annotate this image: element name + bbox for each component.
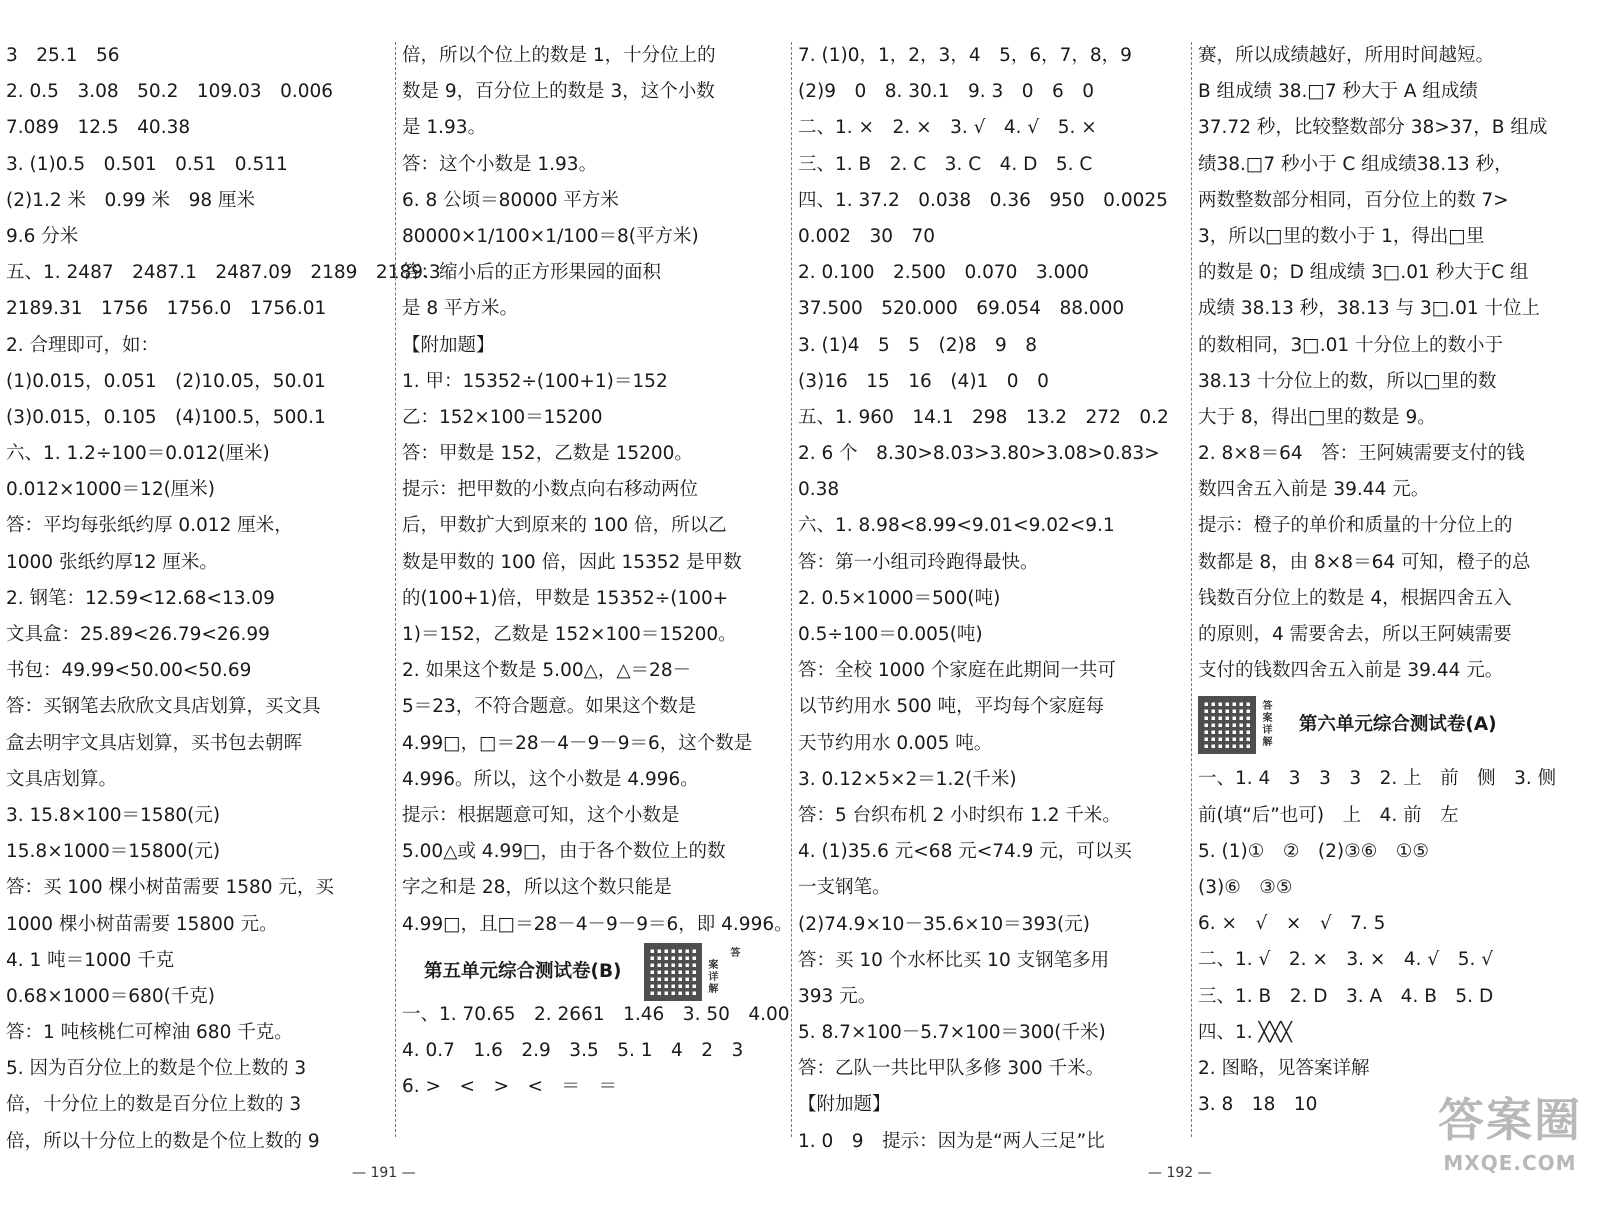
text-line: 5.00△或 4.99□，由于各个数位上的数 <box>402 841 726 863</box>
text-line: 6. 8 公顷＝80000 平方米 <box>402 189 619 211</box>
text-line: 四、1. ╳╳╳ <box>1198 1021 1292 1043</box>
text-line: (2)74.9×10－35.6×10＝393(元) <box>798 913 1090 935</box>
text-line: 4. 0.7 1.6 2.9 3.5 5. 1 4 2 3 <box>402 1039 744 1061</box>
text-line: 数是甲数的 100 倍，因此 15352 是甲数 <box>402 551 742 573</box>
text-line: 2189.31 1756 1756.0 1756.01 <box>6 298 327 320</box>
text-line: 3 25.1 56 <box>6 45 120 66</box>
text-line: 37.72 秒，比较整数部分 38>37，B 组成 <box>1198 117 1548 139</box>
text-line: 答：买钢笔去欣欣文具店划算，买文具 <box>6 696 321 718</box>
text-line: 的数相同，3□.01 十分位上的数小于 <box>1198 334 1504 356</box>
watermark-logo <box>1425 1090 1595 1202</box>
text-line: 80000×1/100×1/100＝8(平方米) <box>402 225 699 247</box>
text-line: 4. (1)35.6 元<68 元<74.9 元，可以买 <box>798 841 1132 863</box>
text-line: 4.996。所以，这个小数是 4.996。 <box>402 768 699 790</box>
section-title-unit6 <box>1198 689 1543 761</box>
text-line: 成绩 38.13 秒，38.13 与 3□.01 十位上 <box>1198 298 1540 320</box>
text-line: (1)0.015，0.051 (2)10.05，50.01 <box>6 370 326 392</box>
text-line: 1)＝152，乙数是 152×100＝15200。 <box>402 624 737 645</box>
text-line: 书包：49.99<50.00<50.69 <box>6 660 252 682</box>
text-line: 2. 0.5×1000＝500(吨) <box>798 587 1001 609</box>
text-line: 4. 1 吨＝1000 千克 <box>6 949 175 971</box>
text-line: 2. 钢笔：12.59<12.68<13.09 <box>6 587 275 609</box>
text-line: 以节约用水 500 吨，平均每个家庭每 <box>798 696 1105 718</box>
text-line: 1000 张纸约厚12 厘米。 <box>6 551 218 573</box>
text-line: 37.500 520.000 69.054 88.000 <box>798 298 1125 320</box>
column-4 <box>1198 38 1557 1123</box>
text-line: B 组成绩 38.□7 秒大于 A 组成绩 <box>1198 81 1478 103</box>
text-line: (2)1.2 米 0.99 米 98 厘米 <box>6 189 256 211</box>
qr-code-icon <box>1198 696 1256 754</box>
text-line: 2. 如果这个数是 5.00△，△＝28－ <box>402 660 692 682</box>
text-line: 0.38 <box>798 479 840 501</box>
column-3 <box>798 38 1169 1160</box>
text-line: 两数整数部分相同，百分位上的数 7> <box>1198 189 1509 211</box>
page-number-left: — 191 — <box>352 1165 416 1181</box>
page-number-right: — 192 — <box>1148 1165 1212 1181</box>
text-line: 0.012×1000＝12(厘米) <box>6 479 216 501</box>
text-line: 5＝23，不符合题意。如果这个数是 <box>402 696 697 718</box>
text-line: (3)0.015，0.105 (4)100.5，500.1 <box>6 406 326 428</box>
text-line: 7. (1)0，1，2，3，4 5，6，7，8，9 <box>798 45 1132 66</box>
text-line: 是 1.93。 <box>402 117 487 139</box>
text-line: 5. 8.7×100－5.7×100＝300(千米) <box>798 1022 1106 1044</box>
text-line: 数是 9，百分位上的数是 3，这个小数 <box>402 81 715 103</box>
column-divider <box>1191 42 1192 1137</box>
text-line: 2. 合理即可，如： <box>6 334 160 356</box>
text-line: 3. 15.8×100＝1580(元) <box>6 804 221 826</box>
watermark-url: MXQE.COM <box>1443 1151 1577 1175</box>
text-line: 五、1. 2487 2487.1 2487.09 2189 2189.3 <box>6 262 441 284</box>
text-line: 2. 0.5 3.08 50.2 109.03 0.006 <box>6 81 334 103</box>
text-line: 4.99□，□＝28－4－9－9＝6，这个数是 <box>402 732 753 754</box>
text-line: 2. 8×8＝64 答：王阿姨需要支付的钱 <box>1198 443 1525 465</box>
qr-caption: 答案详解 <box>708 947 741 995</box>
text-line: 9.6 分米 <box>6 225 79 247</box>
text-line: 三、1. B 2. C 3. C 4. D 5. C <box>798 153 1093 175</box>
text-line: 的(100+1)倍，甲数是 15352÷(100+ <box>402 587 729 609</box>
text-line: 答：买 100 棵小树苗需要 1580 元，买 <box>6 877 334 899</box>
text-line: 答：1 吨核桃仁可榨油 680 千克。 <box>6 1022 293 1044</box>
text-line: 7.089 12.5 40.38 <box>6 117 191 139</box>
section-title-text: 第六单元综合测试卷(A) <box>1298 714 1497 736</box>
section-title-unit5 <box>402 943 747 997</box>
text-line: (3)16 15 16 (4)1 0 0 <box>798 370 1049 392</box>
text-line: 答：这个小数是 1.93。 <box>402 153 598 175</box>
text-line: 提示：橙子的单价和质量的十分位上的 <box>1198 515 1513 537</box>
text-line: 0.002 30 70 <box>798 225 936 247</box>
section-heading: 【附加题】 <box>798 1094 891 1116</box>
text-line: 3，所以□里的数小于 1，得出□里 <box>1198 225 1485 247</box>
qr-caption: 答案详解 <box>1262 701 1273 749</box>
text-line: 赛，所以成绩越好，所用时间越短。 <box>1198 45 1495 66</box>
text-line: 字之和是 28，所以这个数只能是 <box>402 877 672 899</box>
text-line: 答：甲数是 152，乙数是 15200。 <box>402 443 693 465</box>
text-line: 答：买 10 个水杯比买 10 支钢笔多用 <box>798 949 1110 971</box>
text-line: 六、1. 1.2÷100＝0.012(厘米) <box>6 443 270 465</box>
text-line: 天节约用水 0.005 吨。 <box>798 732 993 754</box>
text-line: 1. 0 9 提示：因为是“两人三足”比 <box>798 1130 1105 1152</box>
section-heading: 【附加题】 <box>402 334 495 356</box>
text-line: 答：第一小组司玲跑得最快。 <box>798 551 1039 573</box>
text-line: 0.5÷100＝0.005(吨) <box>798 624 983 645</box>
text-line: 文具盒：25.89<26.79<26.99 <box>6 624 270 645</box>
text-line: 文具店划算。 <box>6 768 118 790</box>
text-line: 倍，所以十分位上的数是个位上数的 9 <box>6 1130 320 1152</box>
text-line: 数四舍五入前是 39.44 元。 <box>1198 479 1430 501</box>
text-line: 倍，十分位上的数是百分位上数的 3 <box>6 1094 302 1116</box>
text-line: 2. 6 个 8.30>8.03>3.80>3.08>0.83> <box>798 443 1160 465</box>
text-line: 四、1. 37.2 0.038 0.36 950 0.0025 <box>798 189 1168 211</box>
text-line: 2. 图略，见答案详解 <box>1198 1057 1370 1079</box>
column-2 <box>402 38 793 1105</box>
text-line: 支付的钱数四舍五入前是 39.44 元。 <box>1198 660 1504 682</box>
text-line: (2)9 0 8. 30.1 9. 3 0 6 0 <box>798 81 1095 103</box>
text-line: 前(填“后”也可) 上 4. 前 左 <box>1198 804 1459 826</box>
text-line: 15.8×1000＝15800(元) <box>6 841 221 863</box>
text-line: 大于 8，得出□里的数是 9。 <box>1198 406 1436 428</box>
text-line: 提示：根据题意可知，这个小数是 <box>402 804 680 826</box>
text-line: 答：乙队一共比甲队多修 300 千米。 <box>798 1058 1105 1080</box>
text-line: 6. × √ × √ 7. 5 <box>1198 913 1386 935</box>
text-line: 提示：把甲数的小数点向右移动两位 <box>402 479 699 501</box>
text-line: 5. (1)① ② (2)③⑥ ①⑤ <box>1198 840 1429 862</box>
column-1 <box>6 38 441 1160</box>
text-line: 3. 0.12×5×2＝1.2(千米) <box>798 768 1017 790</box>
text-line: 1000 棵小树苗需要 15800 元。 <box>6 913 278 935</box>
qr-code-icon <box>644 943 702 1001</box>
text-line: 绩38.□7 秒小于 C 组成绩38.13 秒， <box>1198 153 1513 175</box>
text-line: 答：全校 1000 个家庭在此期间一共可 <box>798 660 1116 682</box>
text-line: 后，甲数扩大到原来的 100 倍，所以乙 <box>402 515 727 537</box>
text-line: 一、1. 4 3 3 3 2. 上 前 侧 3. 侧 <box>1198 768 1557 790</box>
text-line: 393 元。 <box>798 985 877 1007</box>
text-line: 1. 甲：15352÷(100+1)＝152 <box>402 370 668 392</box>
text-line: 一、1. 70.65 2. 2661 1.46 3. 50 4.00 <box>402 1003 790 1025</box>
text-line: 的数是 0；D 组成绩 3□.01 秒大于C 组 <box>1198 262 1529 284</box>
text-line: 的原则，4 需要舍去，所以王阿姨需要 <box>1198 624 1512 645</box>
text-line: 是 8 平方米。 <box>402 298 519 320</box>
text-line: 乙：152×100＝15200 <box>402 406 603 428</box>
text-line: 2. 0.100 2.500 0.070 3.000 <box>798 262 1089 284</box>
text-line: 答：5 台织布机 2 小时织布 1.2 千米。 <box>798 804 1121 826</box>
text-line: 3. (1)0.5 0.501 0.51 0.511 <box>6 153 288 175</box>
column-divider <box>395 42 396 1137</box>
column-divider <box>791 42 792 1137</box>
text-line: 六、1. 8.98<8.99<9.01<9.02<9.1 <box>798 515 1115 537</box>
text-line: 数都是 8，由 8×8＝64 可知，橙子的总 <box>1198 551 1531 573</box>
text-line: 盒去明宇文具店划算，买书包去朝晖 <box>6 732 303 754</box>
watermark-logo-text: 答案圈 <box>1438 1093 1582 1147</box>
text-line: 一支钢笔。 <box>798 877 891 899</box>
text-line: 答：缩小后的正方形果园的面积 <box>402 262 662 284</box>
section-title-text: 第五单元综合测试卷(B) <box>424 960 622 982</box>
text-line: 38.13 十分位上的数，所以□里的数 <box>1198 370 1497 392</box>
text-line: 3. 8 18 10 <box>1198 1094 1318 1116</box>
text-line: 5. 因为百分位上的数是个位上数的 3 <box>6 1058 307 1080</box>
text-line: 倍，所以个位上的数是 1，十分位上的 <box>402 45 716 66</box>
text-line: 3. (1)4 5 5 (2)8 9 8 <box>798 334 1038 356</box>
text-line: 4.99□，且□＝28－4－9－9＝6，即 4.996。 <box>402 913 793 935</box>
text-line: 五、1. 960 14.1 298 13.2 272 0.2 <box>798 406 1169 428</box>
text-line: (3)⑥ ③⑤ <box>1198 876 1293 898</box>
text-line: 0.68×1000＝680(千克) <box>6 985 216 1007</box>
text-line: 三、1. B 2. D 3. A 4. B 5. D <box>1198 985 1494 1007</box>
text-line: 答：平均每张纸约厚 0.012 厘米， <box>6 515 293 537</box>
text-line: 6. > < > < ＝ ＝ <box>402 1076 618 1098</box>
text-line: 二、1. √ 2. × 3. × 4. √ 5. √ <box>1198 949 1494 971</box>
text-line: 二、1. × 2. × 3. √ 4. √ 5. × <box>798 117 1097 139</box>
text-line: 钱数百分位上的数是 4，根据四舍五入 <box>1198 587 1512 609</box>
